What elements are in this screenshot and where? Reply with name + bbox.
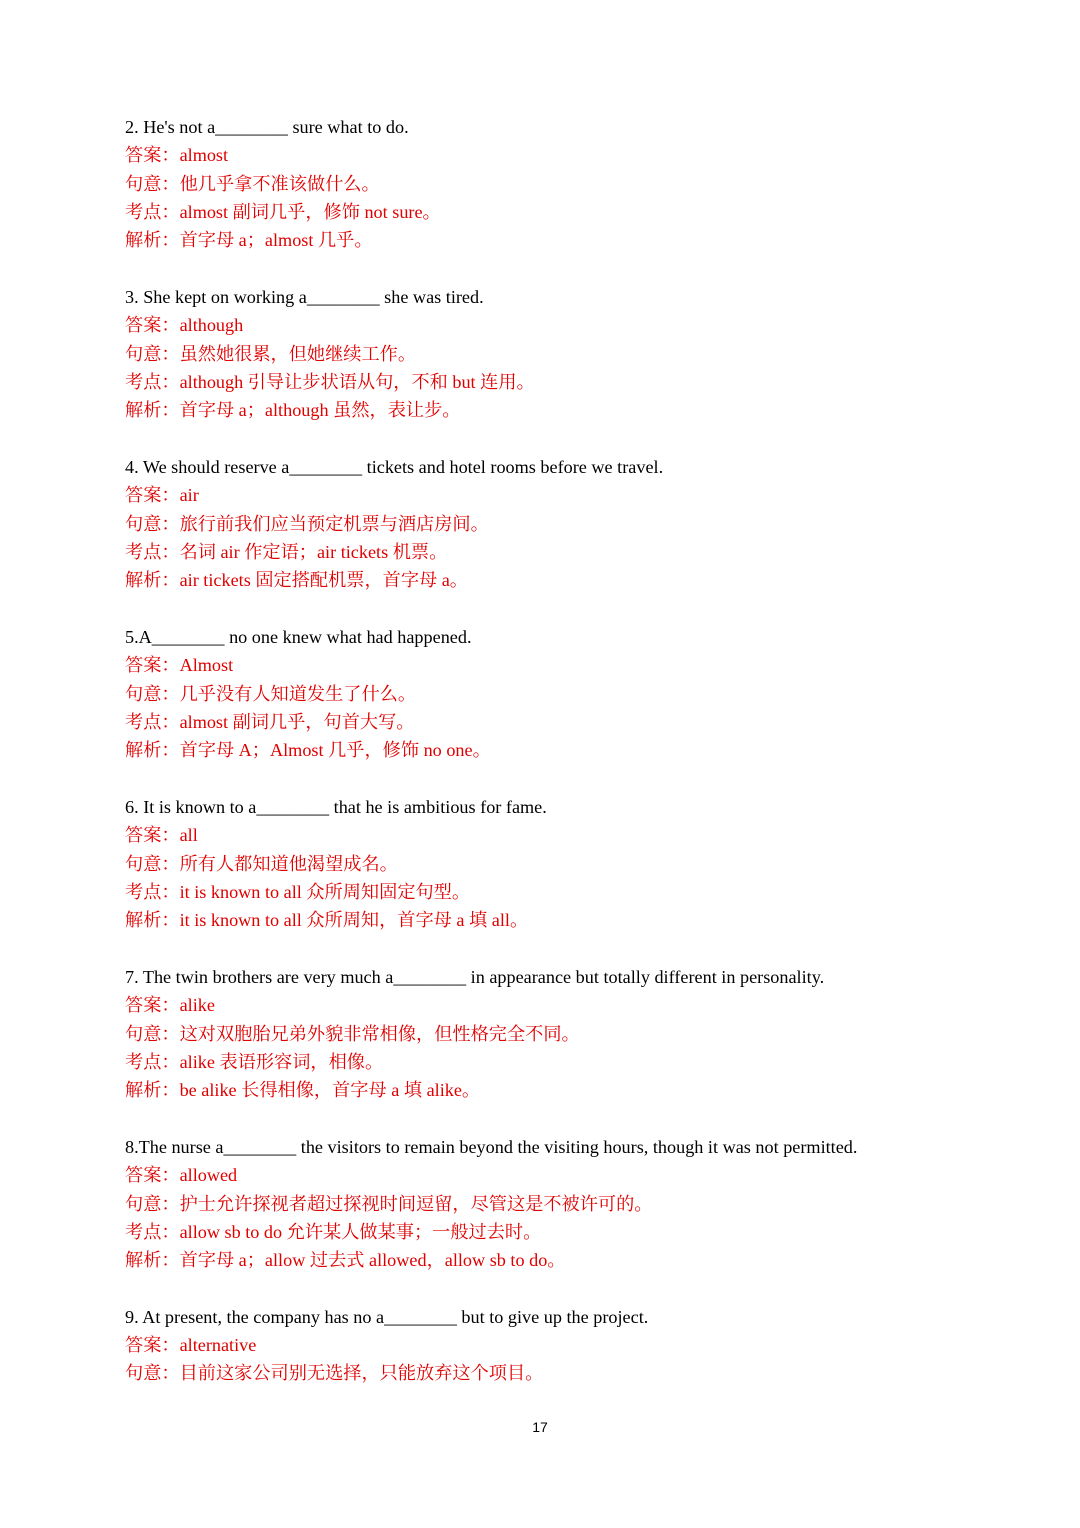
exercise-item-7 (125, 963, 1025, 1104)
exercise-item-9 (125, 1303, 1025, 1388)
exercise-item-3 (125, 283, 1025, 424)
answer-line: 答案：allowed (125, 1165, 238, 1186)
question-text: 4. We should reserve a________ tickets and hotel rooms before we travel. (125, 456, 664, 477)
exercise-item-4 (125, 453, 1025, 594)
page-number: 17 (532, 1419, 548, 1435)
test-point-line: 考点：almost 副词几乎，修饰 not sure。 (125, 201, 441, 222)
answer-line: 答案：air (125, 485, 199, 506)
question-text: 8.The nurse a________ the visitors to remain beyond the visiting hours, though it was not permitted. (125, 1136, 858, 1157)
analysis-line: 解析：be alike 长得相像，首字母 a 填 alike。 (125, 1080, 481, 1101)
meaning-line: 句意：护士允许探视者超过探视时间逗留，尽管这是不被许可的。 (125, 1193, 653, 1214)
meaning-line: 句意：这对双胞胎兄弟外貌非常相像，但性格完全不同。 (125, 1023, 580, 1044)
meaning-line: 句意：所有人都知道他渴望成名。 (125, 853, 398, 874)
test-point-line: 考点：although 引导让步状语从句，不和 but 连用。 (125, 371, 535, 392)
test-point-line: 考点：almost 副词几乎，句首大写。 (125, 711, 415, 732)
question-text: 6. It is known to a________ that he is ambitious for fame. (125, 796, 547, 817)
answer-line: 答案：all (125, 825, 198, 846)
analysis-line: 解析：首字母 a；although 虽然，表让步。 (125, 400, 461, 421)
test-point-line: 考点：allow sb to do 允许某人做某事；一般过去时。 (125, 1221, 542, 1242)
question-text: 9. At present, the company has no a________ but to give up the project. (125, 1306, 649, 1327)
exercise-item-6 (125, 793, 1025, 934)
answer-line: 答案：although (125, 315, 244, 336)
test-point-line: 考点：名词 air 作定语；air tickets 机票。 (125, 541, 448, 562)
question-text: 7. The twin brothers are very much a________ in appearance but totally different in personality. (125, 966, 825, 987)
question-text: 5.A________ no one knew what had happened. (125, 626, 472, 647)
exercise-item-5 (125, 623, 1025, 764)
analysis-line: 解析：air tickets 固定搭配机票，首字母 a。 (125, 570, 468, 591)
analysis-line: 解析：it is known to all 众所周知，首字母 a 填 all。 (125, 910, 529, 931)
meaning-line: 句意：旅行前我们应当预定机票与酒店房间。 (125, 513, 489, 534)
answer-line: 答案：alternative (125, 1335, 257, 1356)
answer-line: 答案：almost (125, 145, 229, 166)
answer-line: 答案：Almost (125, 655, 234, 676)
analysis-line: 解析：首字母 a；allow 过去式 allowed，allow sb to do。 (125, 1250, 566, 1271)
exercise-item-2 (125, 113, 1025, 254)
meaning-line: 句意：几乎没有人知道发生了什么。 (125, 683, 417, 704)
test-point-line: 考点：it is known to all 众所周知固定句型。 (125, 881, 471, 902)
exercise-item-8 (125, 1133, 1025, 1274)
meaning-line: 句意：他几乎拿不准该做什么。 (125, 173, 380, 194)
analysis-line: 解析：首字母 a；almost 几乎。 (125, 230, 373, 251)
analysis-line: 解析：首字母 A；Almost 几乎，修饰 no one。 (125, 740, 491, 761)
meaning-line: 句意：目前这家公司别无选择，只能放弃这个项目。 (125, 1363, 544, 1384)
answer-line: 答案：alike (125, 995, 215, 1016)
meaning-line: 句意：虽然她很累，但她继续工作。 (125, 343, 417, 364)
test-point-line: 考点：alike 表语形容词，相像。 (125, 1051, 384, 1072)
question-text: 2. He's not a________ sure what to do. (125, 117, 409, 137)
document-body (125, 113, 1025, 1416)
question-text: 3. She kept on working a________ she was tired. (125, 286, 484, 307)
